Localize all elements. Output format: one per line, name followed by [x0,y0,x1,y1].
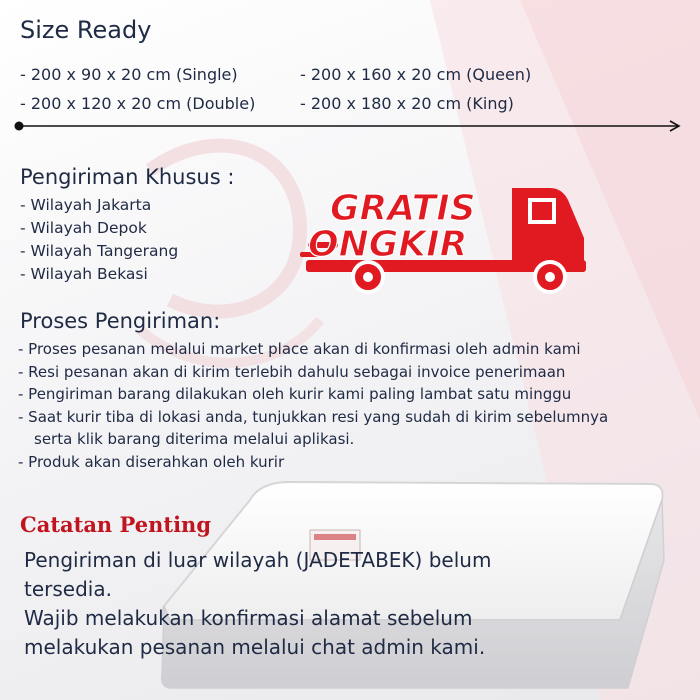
process-step: - Pengiriman barang dilakukan oleh kurir kami paling lambat satu minggu [18,385,572,403]
badge-line2: ONGKIR [308,224,468,265]
shipping-title: Pengiriman Khusus : [20,165,235,189]
size-list-right [300,60,531,118]
region-item: - Wilayah Jakarta [20,196,152,214]
process-step: - Resi pesanan akan di kirim terlebih dahulu sebagai invoice penerimaan [18,362,566,381]
divider-arrow [14,118,684,134]
region-item: - Wilayah Bekasi [20,265,148,283]
size-list-left [20,60,255,118]
note-line: Wajib melakukan konfirmasi alamat sebelum [24,606,473,630]
process-step: - Produk akan diserahkan oleh kurir [18,452,285,471]
badge-line1: GRATIS [330,188,476,229]
size-item: - 200 x 160 x 20 cm (Queen) [300,65,532,84]
process-step: - Proses pesanan melalui market place akan di konfirmasi oleh admin kami [18,340,581,358]
size-item: - 200 x 90 x 20 cm (Single) [20,65,238,84]
process-step: - Saat kurir tiba di lokasi anda, tunjukkan resi yang sudah di kirim sebelumnya [18,407,609,426]
note-text [24,546,491,662]
region-item: - Wilayah Tangerang [20,242,179,260]
size-item: - 200 x 180 x 20 cm (King) [300,94,514,113]
size-title: Size Ready [20,16,152,44]
note-line: Pengiriman di luar wilayah (JADETABEK) belum [24,548,492,572]
free-shipping-truck-icon [300,180,590,300]
region-item: - Wilayah Depok [20,219,147,237]
note-title: Catatan Penting [20,512,211,537]
process-title: Proses Pengiriman: [20,309,221,333]
note-line: melakukan pesanan melalui chat admin kami. [24,635,486,659]
process-step-continuation: serta klik barang diterima melalui aplikasi. [34,430,355,448]
process-list [18,338,688,473]
region-list [20,194,178,286]
note-line: tersedia. [24,577,112,601]
size-item: - 200 x 120 x 20 cm (Double) [20,94,256,113]
